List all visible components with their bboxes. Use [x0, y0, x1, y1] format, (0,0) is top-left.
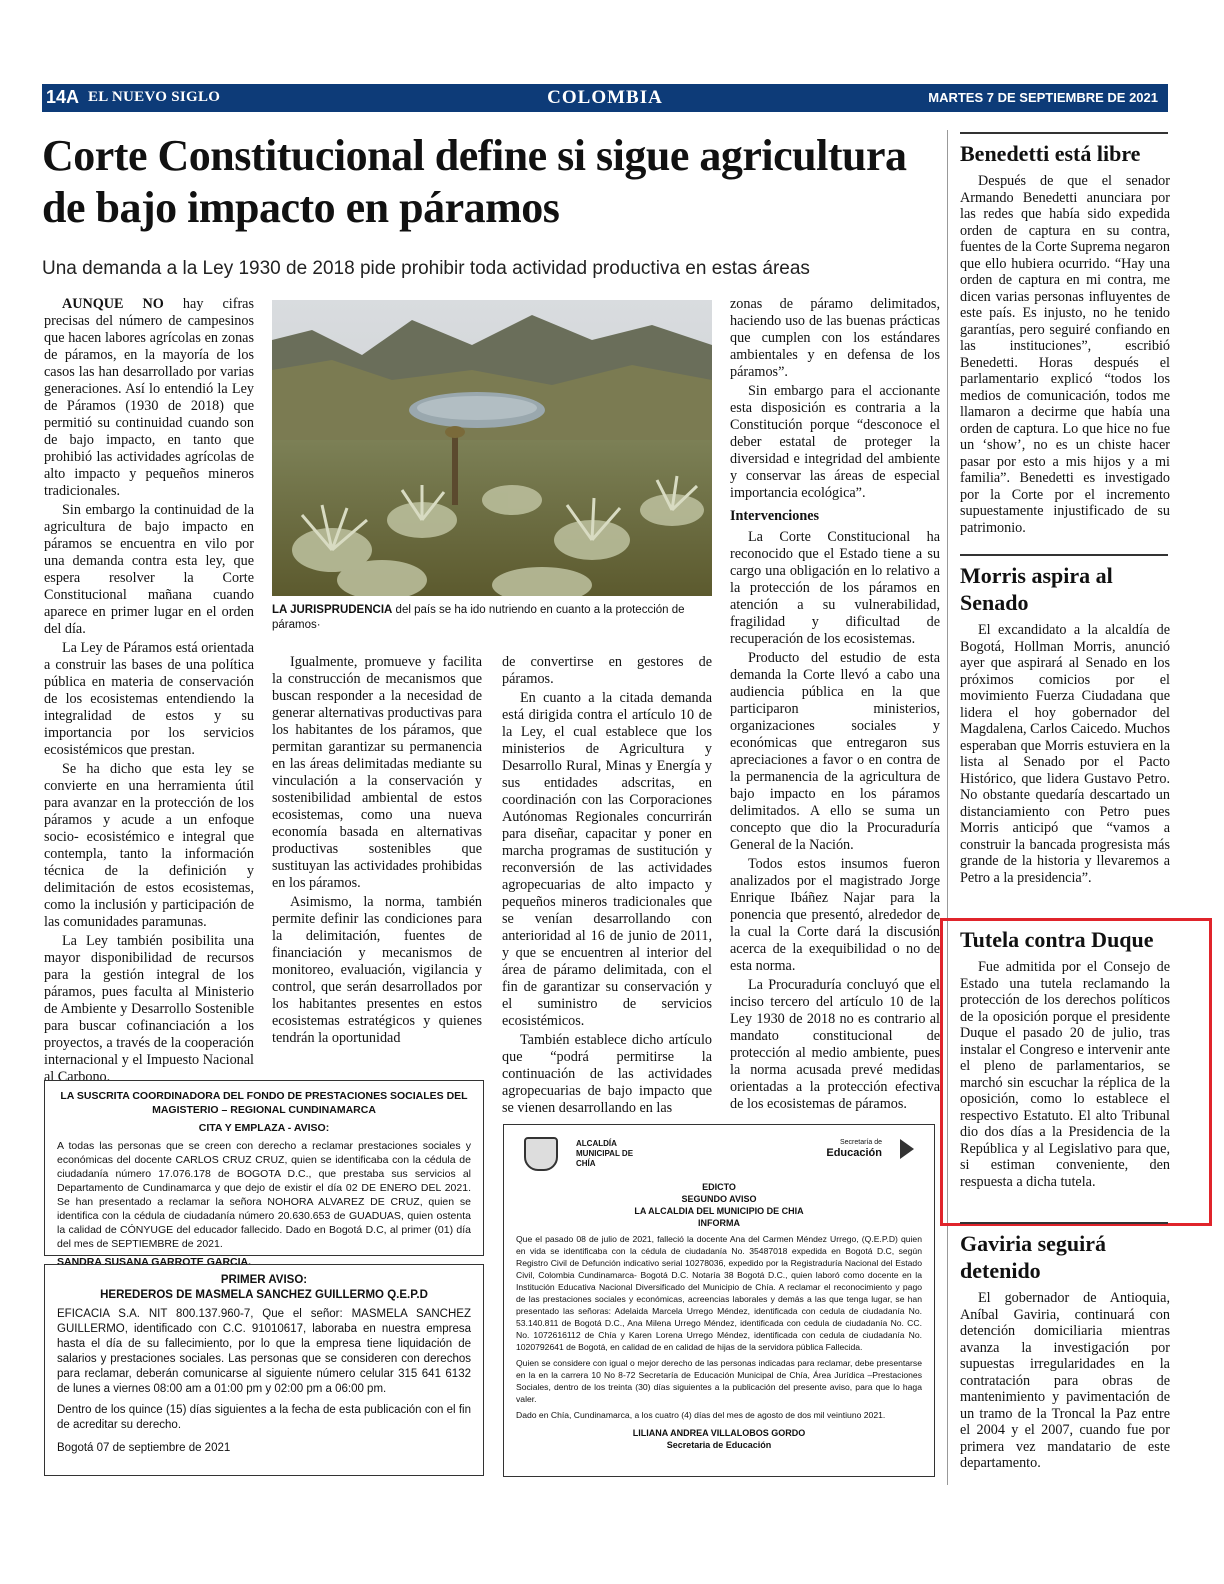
- article-subhead: Una demanda a la Ley 1930 de 2018 pide prohibir toda actividad productiva en estas áreas: [42, 258, 810, 279]
- edict-logo-left: ALCALDÍA MUNICIPAL DE CHÍA: [576, 1139, 634, 1168]
- brief-body: El excandidato a la alcaldía de Bogotá, Hollman Morris, anunció ayer que aspirará al Senado en los próximos comicios por el movimiento Fuerza Ciudadana que lidera el hoy gobernador del Magdalena, Carlos Caicedo. Muchos esperaban que Morris estuviera en la lista al Senado por el Pacto Histórico, que lidera Gustavo Petro. No obstante quedaría descartado un distanciamiento con Petro pues Morris anticipó que “vamos a construir la bancada progresista más grande de la historia y llevaremos a Petro a la presidencia”.: [960, 622, 1170, 886]
- section-title: COLOMBIA: [547, 87, 663, 108]
- article-paragraph: zonas de páramo delimitados, haciendo uso de las buenas prácticas que cumplen con los estándares ambientales y en defensa de los páramos”.: [730, 296, 940, 380]
- sidebar-separator: [960, 132, 1168, 134]
- edict-logos: [516, 1133, 922, 1177]
- article-paragraph: AUNQUE NO hay cifras precisas del número de campesinos que hacen labores agrícolas en zonas de páramos, en la mayoría de los casos las han desarrollado por varias generaciones. Así lo entendió la Ley de Páramos (1930 de 2018) que permitió su continuidad cuando son de bajo impacto, en tanto que prohibió las actividades agrícolas de alto impacto y pequeños mineros tradicionales.: [44, 296, 254, 499]
- notice-title: LA SUSCRITA COORDINADORA DEL FONDO DE PRESTACIONES SOCIALES DEL: [60, 1090, 468, 1102]
- lead-word: AUNQUE NO: [62, 296, 164, 312]
- brief-tutela: [960, 926, 1170, 1190]
- edict-title: EDICTO: [702, 1182, 736, 1192]
- sidebar-separator: [960, 1222, 1168, 1224]
- notice-title: MAGISTERIO – REGIONAL CUNDINAMARCA: [152, 1104, 376, 1116]
- interhead: Intervenciones: [730, 508, 820, 524]
- brief-body: Después de que el senador Armando Benedetti anunciara por las redes que había sido expedida orden de captura en su contra, fuentes de la Corte Suprema negaron que ello hubiera ocurrido. “Hay una orden de captura en mi contra, me dicen varias personas influyentes de este país. Es injusto, no he tenido garantías, pero seguiré confiando en las instituciones”, escribió Benedetti. Horas después el parlamentario explicó “todos los medios de comunicación, todos me llamaron a decirme que había una orden de captura. Lo que hice no fue un ‘show’, no es un chiste hacer pasar por esto a mis hijos y a mi familia”. Benedetti es investigado por la Corte por el incremento supuestamente injustificado de su patrimonio.: [960, 173, 1170, 536]
- page-number: 14A: [46, 87, 80, 107]
- article-paragraph: Sin embargo para el accionante esta disposición es contraria a la Constitución porque “desconoce el deber estatal de proteger la diversidad e integridad del ambiente y conservar las áreas de especial importancia ecológica”.: [730, 383, 940, 501]
- notice-body: EFICACIA S.A. NIT 800.137.960-7, Que el señor: MASMELA SANCHEZ GUILLERMO, identificado con C.C. 91010617, laboraba en nuestra empresa hasta el día de su fallecimiento, por lo que la empresa tiene liquidación de salarios y prestaciones sociales. Las personas que se consideren con derechos para reclamar, deberán comunicarse al siguiente número celular 315 641 6132 de lunes a viernes 08:00 am a 01:00 pm y 02:00 pm a 06:00 pm.: [57, 1308, 471, 1395]
- issue-date: MARTES 7 DE SEPTIEMBRE DE 2021: [928, 90, 1158, 105]
- photo-caption: LA JURISPRUDENCIA del país se ha ido nutriendo en cuanto a la protección de páramos·: [272, 604, 685, 631]
- article-paragraph: de convertirse en gestores de páramos.: [502, 654, 712, 687]
- notice-body: A todas las personas que se creen con derecho a reclamar prestaciones sociales y económicas del docente CARLOS CRUZ CRUZ, quien se identificaba con la cédula de ciudadanía número 17.076.178 de BOGOTA D.C., que prestaba sus servicios al Departamento de Cundinamarca y que dejo de existir el día 02 DE ENERO DEL 2021. Se han presentado a reclamar la señora NOHORA ALVAREZ DE CRUZ, quien se identifica con la cédula de ciudadanía número 20.630.653 de GUADUAS, quien ostenta la calidad de CÓNYUGE del educador fallecido. Dado en Bogotá D.C, al primer (01) día del mes de SEPTIEMBRE de 2021.: [57, 1140, 471, 1250]
- edict-logo-right: Educación: [826, 1147, 882, 1159]
- edict-body: Quien se considere con igual o mejor derecho de las personas indicadas para reclamar, debe presentarse en la en la carrera 10 No 8-72 Secretaría de Educación Municipal de Chía, Área Jurídica –Prestaciones Sociales, dentro de los treinta (30) días siguientes a la publicación del presente aviso, para que lo haga valer.: [516, 1358, 922, 1404]
- edict-signer: LILIANA ANDREA VILLALOBOS GORDO: [632, 1428, 806, 1438]
- notice-title: PRIMER AVISO:: [220, 1274, 308, 1286]
- brief-title: Benedetti está libre: [960, 141, 1141, 166]
- notice-footer: Bogotá 07 de septiembre de 2021: [57, 1442, 231, 1454]
- brief-benedetti: [960, 140, 1170, 536]
- notice-body: Dentro de los quince (15) días siguientes a la fecha de esta publicación con el fin de acreditar su derecho.: [57, 1404, 471, 1431]
- notice-signer: SANDRA SUSANA GARROTE GARCIA.: [57, 1256, 252, 1268]
- legal-notice-chia-edict: [503, 1124, 935, 1477]
- article-paragraph: La Ley de Páramos está orientada a construir las bases de una política pública en materia de conservación de los ecosistemas entendiendo la integralidad de estos y su importancia por los servicios ecosistémicos que prestan.: [44, 640, 254, 758]
- article-paragraph: La Procuraduría concluyó que el inciso tercero del artículo 10 de la Ley 1930 de 2018 no es contrario al mandato constitucional de protección al medio ambiente, pues la norma acusada prevé medidas orientadas a la protección efectiva de los ecosistemas de páramos.: [730, 977, 940, 1112]
- brief-title: Tutela contra Duque: [960, 927, 1154, 952]
- education-logo-icon: [900, 1139, 914, 1159]
- sidebar-divider: [947, 130, 948, 1485]
- article-paragraph: Se ha dicho que esta ley se convierte en una herramienta útil para avanzar en la protección de los páramos y acude a un enfoque socio- ecosistémico e integral que contempla, tanto la información técnica de la definición y delimitación de estos ecosistemas, como la inclusión y participación de las comunidades paramunas.: [44, 761, 254, 930]
- article-paragraph: Todos estos insumos fueron analizados por el magistrado Jorge Enrique Ibáñez Najar para la ponencia que presentó, alrededor de la cual la Corte dará la discusión acerca de la exequibilidad o no de esta norma.: [730, 856, 940, 974]
- legal-notice-eficacia: [44, 1264, 484, 1476]
- article-paragraph: La Ley también posibilita una mayor disponibilidad de recursos para la gestión integral de los páramos, pues faculta al Ministerio de Ambiente y Desarrollo Sostenible para buscar cofinanciación a los proyectos, a través de la cooperación internacional y el Impuesto Nacional al Carbono.: [44, 933, 254, 1085]
- article-paragraph: La Corte Constitucional ha reconocido que el Estado tiene a su cargo una obligación en lo relativo a la protección de los páramos en atención a su vulnerabilidad, fragilidad y dificultad de recuperación de los ecosistemas.: [730, 529, 940, 647]
- brief-body: Fue admitida por el Consejo de Estado una tutela reclamando la protección de los derechos políticos de la oposición porque el presidente Duque el pasado 20 de julio, tras instalar el Congreso e intervenir ante el pleno de parlamentarios, se marchó sin escuchar la réplica de la oposición, como lo establece el respectivo Estatuto. El alto Tribunal dio dos días a la Presidencia de la República y al Legislativo para que, si estiman conveniente, den respuesta a dicha tutela.: [960, 959, 1170, 1190]
- edict-body: Que el pasado 08 de julio de 2021, falleció la docente Ana del Carmen Méndez Urrego, (Q.E.P.D) quien en vida se identificaba con la cédula de ciudadanía No. 35487018 expedida en Bogotá D.C, según Registro Civil de Defunción indicativo serial 10278036, expedido por la Registraduría Nacional del Estado Civil, Colombia Cundinamarca- Bogotá D.C. Notaría 38 Bogotá D.C., quien laboró como docente en la Institución Educativa Nacional Diversificado del Municipio de Chía. A reclamar el reconocimiento y pago de las prestaciones sociales y económicas, acreencias laborales y demás a las que tenga lugar, se han presentado las señoras: Adelaida Marcela Urrego Méndez, identificada con cedula de ciudadanía No. 53.140.811 de Bogotá D.C., Ana Milena Urrego Méndez, identificada con cedula de ciudadanía No. CC. No. 1072616112 de Chía y Karen Lorena Urrego Méndez, identificada con cedula de ciudadanía No. 1020792641 de Bogotá, en calidad de en calidad de hijas de la servidora pública Fallecida.: [516, 1234, 922, 1352]
- notice-title: HEREDEROS DE MASMELA SANCHEZ GUILLERMO Q.E.P.D: [100, 1289, 428, 1301]
- sidebar-separator: [960, 554, 1168, 556]
- article-paragraph: En cuanto a la citada demanda está dirigida contra el artículo 10 de la Ley, el cual establece que los ministerios de Agricultura y Desarrollo Rural, Minas y Energía y sus entidades adscritas, en coordinación con las Corporaciones Autónomas Regionales concurrirán para diseñar, capacitar y poner en marcha programas de sustitución y reconversión de las actividades agropecuarias de alto impacto y pequeños mineros tradicionales que se venían desarrollando con anterioridad al 16 de junio de 2011, y que se encuentren al interior del área de páramo delimitada, con el fin de garantizar su conservación y el suministro de servicios ecosistémicos.: [502, 690, 712, 1029]
- article-paragraph: Producto del estudio de esta demanda la Corte llevó a cabo una audiencia pública en la que participaron ministerios, organizaciones sociales y económicas que entregaron sus apreciaciones a favor o en contra de la permanencia de la agricultura de bajo impacto en los páramos delimitados. A ello se suma un concepto que dio la Procuraduría General de la Nación.: [730, 650, 940, 853]
- article-paragraph: Igualmente, promueve y facilita la construcción de mecanismos que buscan responder a la necesidad de generar alternativas productivas para los habitantes de los páramos, que permitan garantizar su permanencia en las áreas delimitadas mediante su vinculación a la conservación y sostenibilidad ambiental de estos ecosistemas, como una nueva economía basada en alternativas productivas sostenibles que sustituyan las actividades prohibidas en los páramos.: [272, 654, 482, 891]
- edict-body: Dado en Chía, Cundinamarca, a los cuatro (4) días del mes de agosto de dos mil veintiuno 2021.: [516, 1410, 886, 1420]
- article-column-3: [502, 654, 712, 1119]
- brief-gaviria: [960, 1230, 1170, 1472]
- article-headline: Corte Constitucional define si sigue agricultura de bajo impacto en páramos: [42, 131, 907, 232]
- edict-title: INFORMA: [698, 1218, 740, 1228]
- article-paragraph: Asimismo, la norma, también permite definir las condiciones para la delimitación, fuentes de financiación y mecanismos de monitoreo, evaluación, vigilancia y control, que serán desarrollados por los habitantes presentes en estos ecosistemas estratégicos y quienes tendrán la oportunidad: [272, 894, 482, 1046]
- edict-logo-right-top: Secretaría de: [839, 1139, 882, 1146]
- chia-shield-icon: [524, 1137, 558, 1171]
- article-column-1: [44, 296, 254, 1088]
- notice-title: CITA Y EMPLAZA - AVISO:: [198, 1122, 330, 1134]
- article-column-4: [730, 296, 940, 1115]
- brief-title: Gaviria seguirá detenido: [960, 1231, 1107, 1283]
- caption-lead: LA JURISPRUDENCIA: [272, 604, 393, 616]
- edict-signer-role: Secretaria de Educación: [666, 1440, 772, 1450]
- brief-title: Morris aspira al Senado: [960, 563, 1113, 615]
- legal-notice-magisterio: [44, 1080, 484, 1268]
- newspaper-name: EL NUEVO SIGLO: [88, 89, 221, 105]
- article-column-2: [272, 654, 482, 1049]
- page-header-bar: [42, 84, 1168, 112]
- landscape-image: [272, 300, 712, 596]
- article-paragraph: Sin embargo la continuidad de la agricultura de bajo impacto en páramos se encuentra en vilo por una demanda contra esta ley, que espera resolver la Corte Constitucional mañana cuando aparece en primer lugar en el orden del día.: [44, 502, 254, 637]
- edict-title: SEGUNDO AVISO: [681, 1194, 757, 1204]
- paramo-landscape-photo: [272, 300, 712, 596]
- brief-body: El gobernador de Antioquia, Aníbal Gaviria, continuará con detención domiciliaria mientras avanza la investigación por supuestas irregularidades en la contratación para obras de mantenimiento y pavimentación de un tramo de la Troncal la Paz entre el 2004 y el 2007, cuando fue por primera vez mandatario de este departamento.: [960, 1290, 1170, 1471]
- edict-title: LA ALCALDIA DEL MUNICIPIO DE CHIA: [634, 1206, 804, 1216]
- article-paragraph: También establece dicho artículo que “podrá permitirse la continuación de las actividades agropecuarias de bajo impacto que se vienen desarrollando en las: [502, 1032, 712, 1116]
- brief-morris: [960, 562, 1170, 886]
